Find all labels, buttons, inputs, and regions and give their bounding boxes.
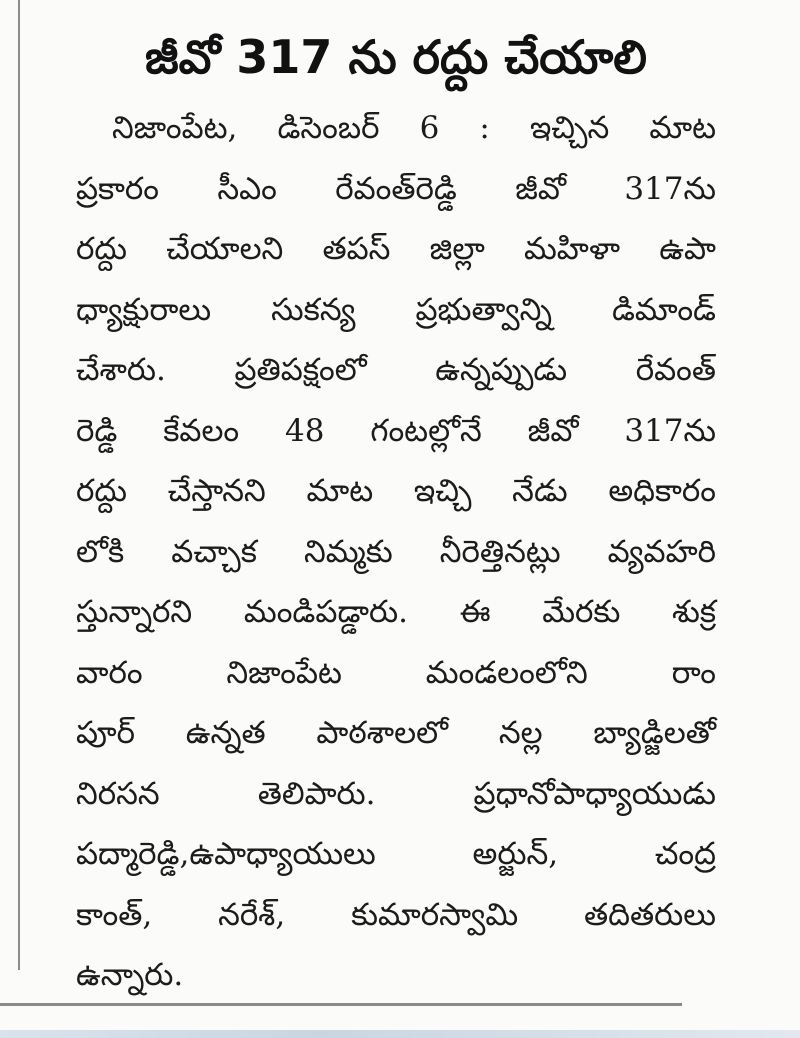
- article-headline: జీవో 317 ను రద్దు చేయాలి: [145, 30, 647, 84]
- article-line: లోకి వచ్చాక నిమ్మకు నీరెత్తినట్లు వ్యవహరి: [76, 533, 716, 570]
- article-line: చేశారు. ప్రతిపక్షంలో ఉన్నప్పుడు రేవంత్: [76, 352, 716, 388]
- article-body: [76, 98, 716, 1006]
- article-line: ఉన్నారు.: [76, 957, 184, 993]
- next-article-strip: [0, 1030, 800, 1038]
- article-bottom-divider: [0, 1003, 682, 1006]
- column-divider-left: [18, 0, 20, 970]
- article-line: ధ్యాక్షురాలు సుకన్య ప్రభుత్వాన్ని డిమాండ్: [76, 291, 716, 328]
- article-line: రద్దు చేయాలని తపస్ జిల్లా మహిళా ఉపా: [76, 231, 716, 267]
- article-line: నిజాంపేట, డిసెంబర్ 6 : ఇచ్చిన మాట: [112, 110, 716, 146]
- article-line: నిరసన తెలిపారు. ప్రధానోపాధ్యాయుడు: [76, 775, 716, 812]
- article-line: రద్దు చేస్తానని మాట ఇచ్చి నేడు అధికారం: [76, 473, 716, 509]
- article-line: పద్మారెడ్డి,ఉపాధ్యాయులు అర్జున్, చంద్ర: [76, 836, 716, 872]
- article-line: పూర్ ఉన్నత పాఠశాలలో నల్ల బ్యాడ్జిలతో: [76, 715, 716, 751]
- news-article: [76, 22, 716, 1006]
- article-line: కాంత్, నరేశ్, కుమారస్వామి తదితరులు: [76, 896, 716, 933]
- article-line: రెడ్డి కేవలం 48 గంటల్లోనే జీవో 317ను: [76, 412, 716, 449]
- article-line: స్తున్నారని మండిపడ్డారు. ఈ మేరకు శుక్ర: [76, 594, 716, 630]
- article-line: వారం నిజాంపేట మండలంలోని రాం: [76, 654, 716, 691]
- article-line: ప్రకారం సీఎం రేవంత్‌రెడ్డి జీవో 317ను: [76, 170, 716, 207]
